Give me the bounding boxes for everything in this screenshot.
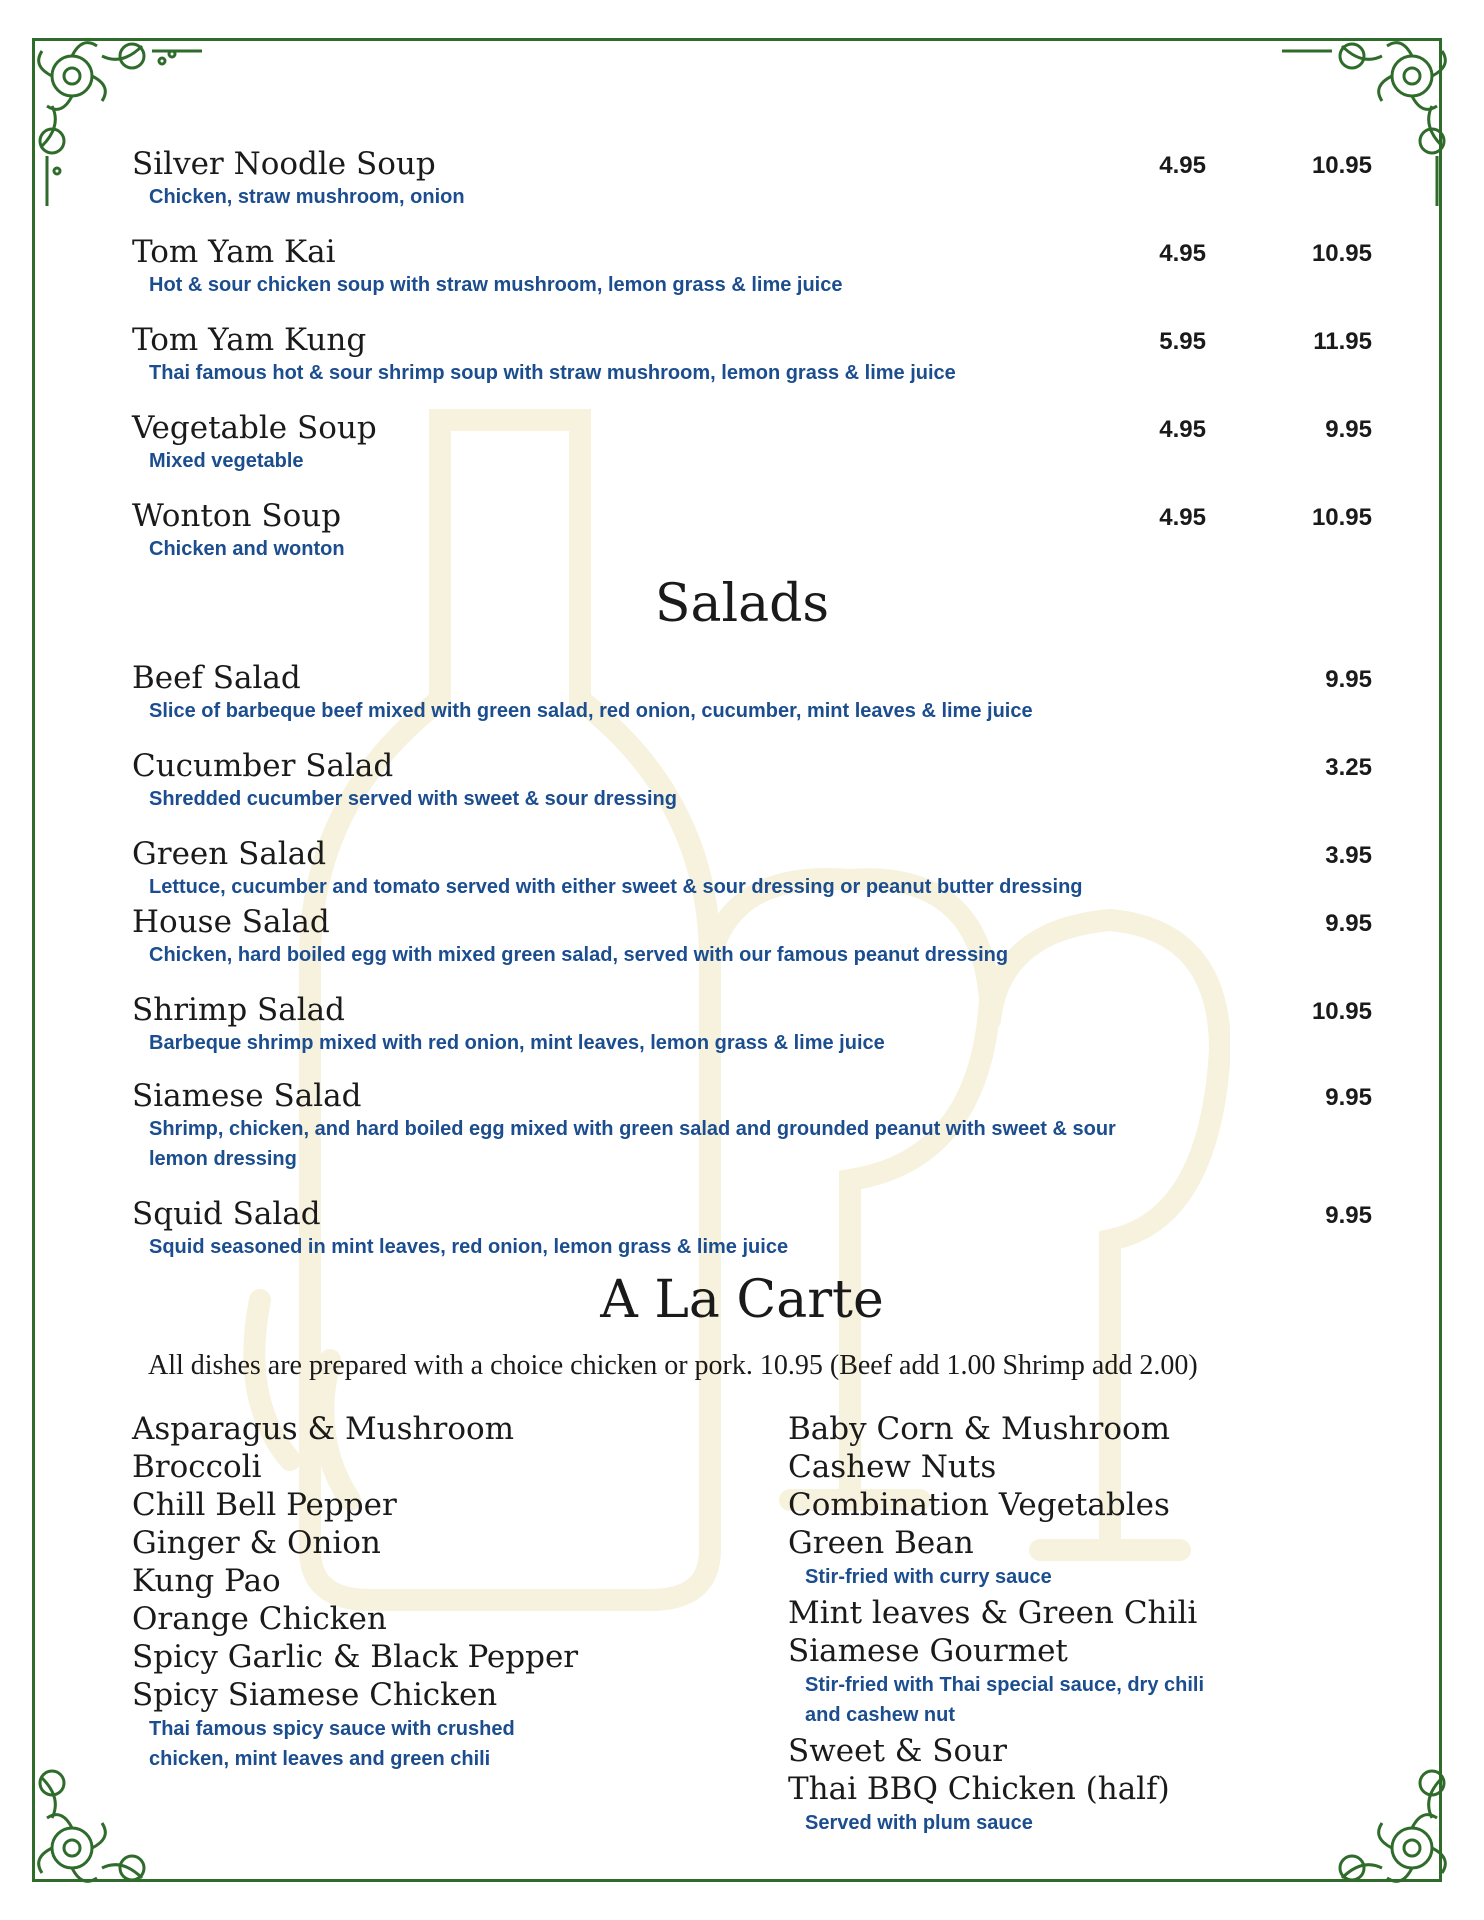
soup-item	[132, 234, 1372, 300]
price: 9.95	[1325, 1202, 1372, 1229]
dish-name: Sweet & Sour	[788, 1733, 1007, 1769]
soup-item	[132, 410, 1372, 476]
dish-name: Cucumber Salad	[132, 748, 394, 784]
dish-name: Green Salad	[132, 836, 327, 872]
dish-name: Broccoli	[132, 1449, 262, 1485]
dish-name: Tom Yam Kai	[132, 234, 336, 270]
dish-name: Beef Salad	[132, 660, 301, 696]
dish-description: Chicken, hard boiled egg with mixed green salad, served with our famous peanut dressing	[149, 944, 1009, 966]
dish-name: Orange Chicken	[132, 1601, 387, 1637]
price: 3.25	[1325, 754, 1372, 781]
a-la-carte-heading: A La Carte	[600, 1270, 884, 1330]
dish-name: Ginger & Onion	[132, 1525, 381, 1561]
price-small: 5.95	[1159, 328, 1206, 355]
price-small: 4.95	[1159, 152, 1206, 179]
dish-description: Barbeque shrimp mixed with red onion, mint leaves, lemon grass & lime juice	[149, 1032, 885, 1054]
price-large: 10.95	[1311, 152, 1372, 179]
dish-name: Squid Salad	[132, 1196, 321, 1232]
a-la-carte-note: All dishes are prepared with a choice chicken or pork. 10.95 (Beef add 1.00 Shrimp add 2.00)	[148, 1350, 1198, 1381]
dish-name: Kung Pao	[132, 1563, 281, 1599]
dish-description: Hot & sour chicken soup with straw mushroom, lemon grass & lime juice	[149, 274, 843, 296]
price-large: 11.95	[1313, 328, 1372, 355]
price: 9.95	[1325, 1084, 1372, 1111]
salad-item	[132, 836, 1372, 902]
dish-name: Siamese Gourmet	[788, 1633, 1068, 1669]
price-small: 4.95	[1159, 504, 1206, 531]
soup-item	[132, 498, 1372, 564]
dish-description: Shredded cucumber served with sweet & sour dressing	[149, 788, 677, 810]
salad-item	[132, 992, 1372, 1058]
dish-name: Baby Corn & Mushroom	[788, 1411, 1171, 1447]
salad-item	[132, 1078, 1372, 1174]
price: 9.95	[1325, 910, 1372, 937]
price-small: 4.95	[1159, 240, 1206, 267]
dish-description: Thai famous spicy sauce with crushed chicken, mint leaves and green chili	[149, 1718, 515, 1770]
dish-name: Cashew Nuts	[788, 1449, 997, 1485]
dish-name: Vegetable Soup	[132, 410, 377, 446]
dish-name: Thai BBQ Chicken (half)	[788, 1771, 1170, 1807]
salad-item	[132, 904, 1372, 970]
dish-name: Tom Yam Kung	[132, 322, 367, 358]
dish-name: Spicy Siamese Chicken	[132, 1677, 498, 1713]
dish-name: Silver Noodle Soup	[132, 146, 436, 182]
salads-heading: Salads	[654, 574, 830, 634]
soup-item	[132, 146, 1372, 212]
price-small: 4.95	[1159, 416, 1206, 443]
dish-name: Spicy Garlic & Black Pepper	[132, 1639, 579, 1675]
salad-item	[132, 748, 1372, 814]
soup-item	[132, 322, 1372, 388]
dish-name: Mint leaves & Green Chili	[788, 1595, 1198, 1631]
price: 9.95	[1325, 666, 1372, 693]
dish-name: Siamese Salad	[132, 1078, 362, 1114]
dish-description: Thai famous hot & sour shrimp soup with straw mushroom, lemon grass & lime juice	[149, 362, 956, 384]
dish-description: Squid seasoned in mint leaves, red onion, lemon grass & lime juice	[149, 1236, 789, 1258]
dish-description: Mixed vegetable	[149, 450, 304, 472]
salad-item	[132, 1196, 1372, 1262]
dish-description: Stir-fried with curry sauce	[805, 1566, 1052, 1588]
dish-name: Wonton Soup	[132, 498, 342, 534]
price-large: 10.95	[1311, 240, 1372, 267]
dish-name: Green Bean	[788, 1525, 974, 1561]
salad-item	[132, 660, 1372, 726]
dish-name: Combination Vegetables	[788, 1487, 1170, 1523]
dish-name: House Salad	[132, 904, 330, 940]
dish-description: Shrimp, chicken, and hard boiled egg mixed with green salad and grounded peanut with sweet & sour lemon dressing	[149, 1118, 1116, 1170]
dish-description: Slice of barbeque beef mixed with green salad, red onion, cucumber, mint leaves & lime juice	[149, 700, 1033, 722]
price: 3.95	[1325, 842, 1372, 869]
dish-name: Asparagus & Mushroom	[132, 1411, 515, 1447]
dish-description: Lettuce, cucumber and tomato served with either sweet & sour dressing or peanut butter dressing	[149, 876, 1083, 898]
price-large: 9.95	[1325, 416, 1372, 443]
dish-description: Served with plum sauce	[805, 1812, 1033, 1834]
a-la-carte-left-column	[132, 1410, 752, 1776]
dish-description: Chicken, straw mushroom, onion	[149, 186, 465, 208]
price-large: 10.95	[1311, 504, 1372, 531]
dish-name: Shrimp Salad	[132, 992, 345, 1028]
a-la-carte-right-column	[788, 1410, 1388, 1840]
dish-description: Stir-fried with Thai special sauce, dry chili and cashew nut	[805, 1674, 1205, 1726]
dish-name: Chill Bell Pepper	[132, 1487, 397, 1523]
price: 10.95	[1311, 998, 1372, 1025]
dish-description: Chicken and wonton	[149, 538, 345, 560]
